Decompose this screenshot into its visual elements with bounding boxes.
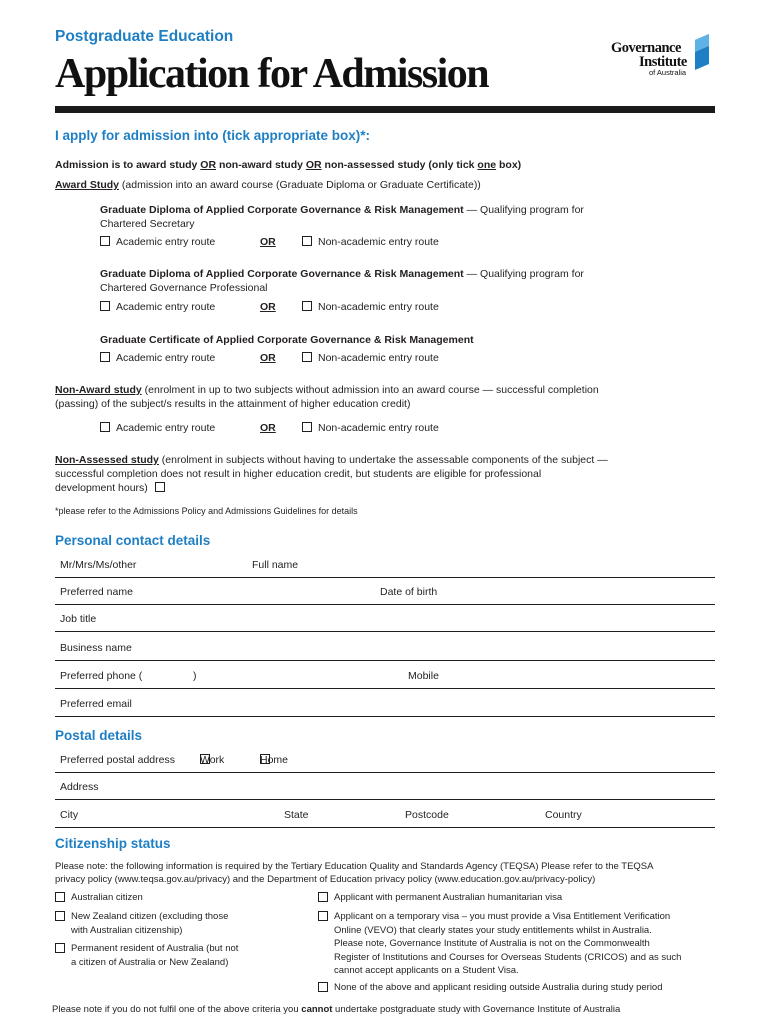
footnote: *please refer to the Admissions Policy and Admissions Guidelines for details bbox=[55, 506, 358, 516]
non-assessed-checkbox[interactable] bbox=[155, 482, 165, 492]
nz-citizen-checkbox[interactable] bbox=[55, 911, 65, 921]
phone-row[interactable]: Preferred phone ( ) Mobile bbox=[55, 670, 715, 689]
program-1-non-academic-checkbox[interactable] bbox=[302, 236, 312, 246]
program-1: Graduate Diploma of Applied Corporate Governance & Risk Management — Qualifying program for Chartered Secretary bbox=[100, 204, 584, 230]
option-permanent-resident: Permanent resident of Australia (but not a citizen of Australia or New Zealand) bbox=[55, 942, 238, 969]
city-row[interactable]: City State Postcode Country bbox=[55, 809, 715, 828]
option-nz-citizen: New Zealand citizen (excluding those with Australian citizenship) bbox=[55, 910, 228, 937]
program-3-non-academic-checkbox[interactable] bbox=[302, 352, 312, 362]
apply-heading: I apply for admission into (tick appropriate box)*: bbox=[55, 128, 371, 143]
title-rule bbox=[55, 106, 715, 113]
admission-rule: Admission is to award study OR non-award study OR non-assessed study (only tick one box) bbox=[55, 159, 522, 171]
program-2-academic-checkbox[interactable] bbox=[100, 301, 110, 311]
program-3: Graduate Certificate of Applied Corporate Governance & Risk Management bbox=[100, 334, 474, 346]
footer-note: Please note if you do not fulfil one of the above criteria you cannot undertake postgraduate study with Governance Institute of Australia bbox=[52, 1004, 621, 1015]
personal-heading: Personal contact details bbox=[55, 533, 211, 548]
preferred-address-row: Preferred postal address Work Home bbox=[55, 754, 715, 773]
job-title-field[interactable]: Job title bbox=[55, 613, 715, 632]
logo bbox=[605, 34, 715, 78]
non-award-academic-checkbox[interactable] bbox=[100, 422, 110, 432]
option-humanitarian-visa: Applicant with permanent Australian humanitarian visa bbox=[318, 891, 562, 905]
humanitarian-visa-checkbox[interactable] bbox=[318, 892, 328, 902]
award-study-line: Award Study (admission into an award course (Graduate Diploma or Graduate Certificate)) bbox=[55, 179, 481, 191]
logo-line-3: of Australia bbox=[649, 68, 687, 77]
non-assessed-study: Non-Assessed study (enrolment in subjects without having to undertake the assessable components of the subject — successful completion does not result in higher education credit, but students are eligible for professional development hours) bbox=[55, 454, 608, 494]
program-3-academic-checkbox[interactable] bbox=[100, 352, 110, 362]
option-australian-citizen: Australian citizen bbox=[55, 891, 143, 905]
page-title: Application for Admission bbox=[55, 51, 489, 97]
name-row[interactable]: Mr/Mrs/Ms/other Full name bbox=[55, 559, 715, 578]
citizenship-note: Please note: the following information is required by the Tertiary Education Quality and Standards Agency (TEQSA) Please refer to the TEQSA privacy policy (www.teqsa.gov.au/privacy) and the Department of Education privacy policy (www.education.gov.au/privacy-policy) bbox=[55, 861, 654, 885]
logo-mark-icon bbox=[695, 34, 709, 70]
program-2-non-academic-checkbox[interactable] bbox=[302, 301, 312, 311]
kicker: Postgraduate Education bbox=[55, 28, 234, 45]
address-field[interactable]: Address bbox=[55, 781, 715, 800]
australian-citizen-checkbox[interactable] bbox=[55, 892, 65, 902]
temporary-visa-checkbox[interactable] bbox=[318, 911, 328, 921]
non-award-non-academic-checkbox[interactable] bbox=[302, 422, 312, 432]
email-field[interactable]: Preferred email bbox=[55, 698, 715, 717]
option-temporary-visa: Applicant on a temporary visa – you must provide a Visa Entitlement Verification Online (VEVO) that clearly states your study entitlements whilst in Australia. Please note, Governance Institute of Australia is not on the Commonwealth Register of Institutions and Courses for Overseas Students (CRICOS) and as such cannot accept applicants on a Student Visa. bbox=[318, 910, 681, 978]
postal-heading: Postal details bbox=[55, 728, 143, 743]
none-of-above-checkbox[interactable] bbox=[318, 982, 328, 992]
permanent-resident-checkbox[interactable] bbox=[55, 943, 65, 953]
program-1-academic-checkbox[interactable] bbox=[100, 236, 110, 246]
preferred-name-row[interactable]: Preferred name Date of birth bbox=[55, 586, 715, 605]
citizenship-heading: Citizenship status bbox=[55, 836, 171, 851]
option-none-of-above: None of the above and applicant residing outside Australia during study period bbox=[318, 981, 663, 995]
logo-line-2: Institute bbox=[639, 54, 687, 70]
program-2: Graduate Diploma of Applied Corporate Governance & Risk Management — Qualifying program for Chartered Governance Professional bbox=[100, 268, 584, 294]
logo-line-1: Governance bbox=[611, 40, 681, 56]
non-award-study: Non-Award study (enrolment in up to two subjects without admission into an award course — successful completion (passing) of the subject/s results in the attainment of higher education credit) bbox=[55, 384, 599, 410]
business-name-field[interactable]: Business name bbox=[55, 642, 715, 661]
